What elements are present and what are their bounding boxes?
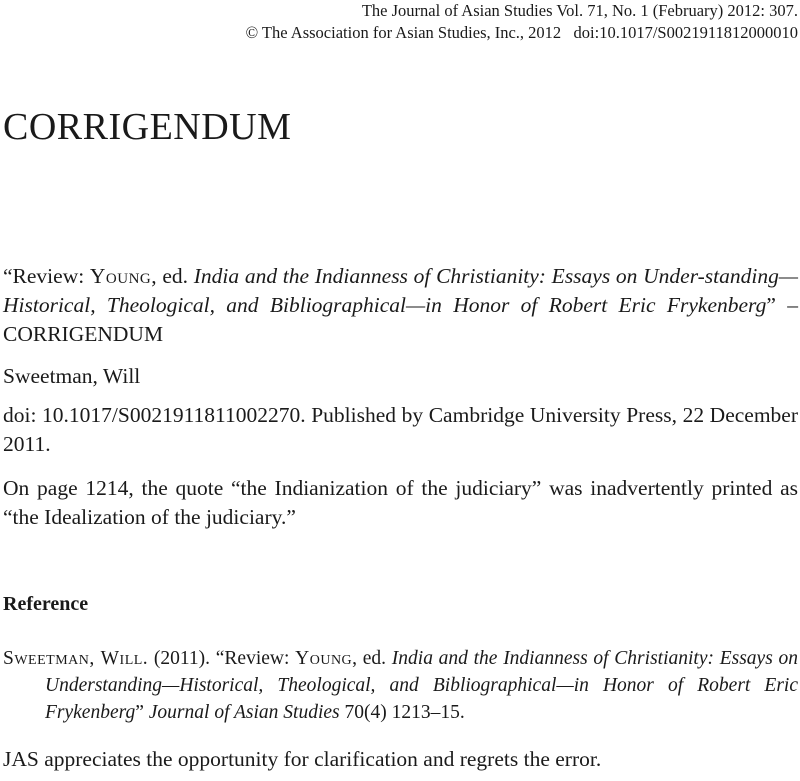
reference-journal: Journal of Asian Studies: [148, 702, 340, 723]
reference-entry: [3, 645, 798, 726]
reference-year: (2011). “Review:: [148, 648, 296, 669]
reference-quote-close: ”: [135, 702, 149, 723]
journal-citation: The Journal of Asian Studies Vol. 71, No. 1 (February) 2012: 307.: [361, 1, 798, 20]
copyright-doi: © The Association for Asian Studies, Inc., 2012 doi:10.1017/S0021911812000010: [245, 23, 798, 42]
reference-volume-pages: 70(4) 1213–15.: [339, 702, 465, 723]
reference-book-title: India and the Indianness of Christianity: Essays on Understanding—Historical, Theological, and Bibliographical—in Honor of Robert Eric Frykenberg: [45, 648, 799, 723]
journal-header: [246, 0, 798, 44]
reference-ed: , ed.: [352, 648, 392, 669]
reference-author: Sweetman, Will.: [3, 648, 149, 669]
review-title-author: Young: [89, 264, 152, 288]
reference-editor: Young: [295, 648, 353, 669]
review-title-suffix: ” – CORRIGENDUM: [3, 293, 798, 346]
page-title: CORRIGENDUM: [3, 106, 292, 148]
reference-heading: Reference: [3, 593, 89, 615]
review-title-prefix: “Review:: [3, 264, 90, 288]
review-title-ed: , ed.: [151, 264, 194, 288]
doi-line: doi: 10.1017/S0021911811002270. Published by Cambridge University Press, 22 December 2011.: [3, 403, 798, 456]
correction-text: On page 1214, the quote “the Indianization of the judiciary” was inadvertently printed as “the Idealization of the judiciary.”: [3, 476, 798, 529]
review-title-book: India and the Indianness of Christianity: Essays on Under-standing—Historical, Theological, and Bibliographical—in Honor of Robert Eric Frykenberg: [3, 264, 798, 317]
author-name: Sweetman, Will: [3, 364, 141, 388]
closing-statement: JAS appreciates the opportunity for clarification and regrets the error.: [3, 747, 602, 771]
review-title: [3, 262, 798, 349]
